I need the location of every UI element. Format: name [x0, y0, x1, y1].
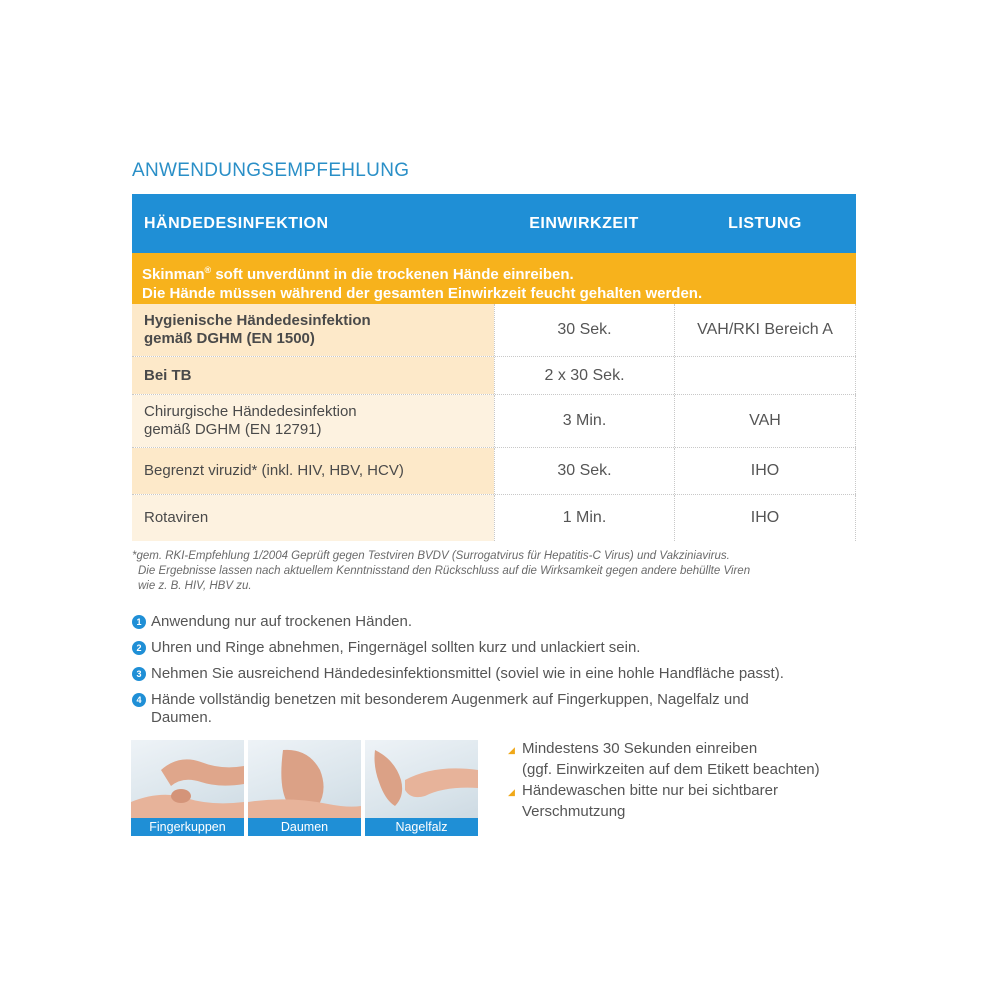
tip-text-line1: Mindestens 30 Sekunden einreiben [522, 740, 758, 757]
table-row [132, 357, 856, 395]
step-number-icon: 3 [132, 667, 146, 681]
step-item [132, 639, 862, 657]
tip-text-line2: (ggf. Einwirkzeiten auf dem Etikett beachten) [522, 761, 820, 778]
photo-thumb [248, 740, 361, 836]
row-label-line2: gemäß DGHM (EN 12791) [144, 421, 322, 438]
registered-mark: ® [204, 265, 212, 275]
step-text: Uhren und Ringe abnehmen, Fingernägel sollten kurz und unlackiert sein. [151, 639, 641, 656]
row-label [132, 448, 494, 494]
row-listing: VAH/RKI Bereich A [674, 304, 856, 356]
row-listing: IHO [674, 448, 856, 494]
photo-caption: Daumen [248, 818, 361, 836]
footnote-line: Die Ergebnisse lassen nach aktuellem Kenntnisstand den Rückschluss auf die Wirksamkeit gegen andere behüllte Viren [138, 565, 751, 577]
list-item [508, 738, 868, 780]
usage-note-line1 [142, 261, 846, 284]
row-time: 30 Sek. [494, 448, 674, 494]
step-number-icon: 1 [132, 615, 146, 629]
row-label [132, 357, 494, 394]
footnote [132, 549, 862, 594]
usage-note-text: soft unverdünnt in die trockenen Hände einreiben. [211, 266, 574, 283]
row-listing [674, 357, 856, 394]
row-label [132, 304, 494, 356]
page-title: ANWENDUNGSEMPFEHLUNG [132, 160, 410, 181]
row-time: 3 Min. [494, 395, 674, 447]
dosage-table [132, 194, 856, 541]
row-label [132, 495, 494, 541]
row-time: 30 Sek. [494, 304, 674, 356]
header-exposure-time: EINWIRKZEIT [529, 214, 639, 232]
row-label-line1: Bei TB [144, 366, 192, 384]
triangle-bullet-icon: ◢ [508, 745, 515, 755]
usage-note-line2: Die Hände müssen während der gesamten Einwirkzeit feucht gehalten werden. [142, 285, 703, 302]
photo-caption: Fingerkuppen [131, 818, 244, 836]
tip-text-line2: Verschmutzung [522, 803, 626, 820]
row-time: 1 Min. [494, 495, 674, 541]
triangle-bullet-icon: ◢ [508, 787, 515, 797]
row-label-line2: gemäß DGHM (EN 1500) [144, 330, 315, 347]
tip-text-line1: Händewaschen bitte nur bei sichtbarer [522, 782, 778, 799]
table-header [132, 194, 856, 253]
tip-text [522, 780, 778, 822]
step-item [132, 691, 862, 727]
step-text: Nehmen Sie ausreichend Händedesinfektionsmittel (soviel wie in eine hohle Handfläche passt). [151, 665, 784, 682]
row-label-line1: Hygienische Händedesinfektion [144, 312, 371, 329]
tips-list [508, 738, 868, 822]
step-item [132, 613, 862, 631]
tip-text [522, 738, 820, 780]
header-listing: LISTUNG [728, 214, 802, 232]
list-item [508, 780, 868, 822]
brand-name: Skinman [142, 266, 205, 283]
step-number-icon: 2 [132, 641, 146, 655]
footnote-line: wie z. B. HIV, HBV zu. [138, 580, 252, 592]
step-text [151, 691, 749, 727]
row-listing: IHO [674, 495, 856, 541]
step-number-icon: 4 [132, 693, 146, 707]
header-disinfection: HÄNDEDESINFEKTION [144, 214, 329, 232]
row-label-line1: Begrenzt viruzid* (inkl. HIV, HBV, HCV) [144, 462, 404, 479]
photo-fingertips [131, 740, 244, 836]
step-text-line2: Daumen. [151, 709, 212, 726]
step-text-line1: Hände vollständig benetzen mit besonderem Augenmerk auf Fingerkuppen, Nagelfalz und [151, 691, 749, 708]
footnote-line: *gem. RKI-Empfehlung 1/2004 Geprüft gegen Testviren BVDV (Surrogatvirus für Hepatitis-C Virus) und Vakziniavirus. [132, 550, 730, 562]
row-listing: VAH [674, 395, 856, 447]
table-row [132, 395, 856, 448]
row-time: 2 x 30 Sek. [494, 357, 674, 394]
row-label-line1: Chirurgische Händedesinfektion [144, 403, 357, 420]
table-row [132, 495, 856, 541]
table-row [132, 448, 856, 495]
technique-photos [131, 740, 478, 836]
usage-note [132, 253, 856, 304]
table-row [132, 304, 856, 357]
photo-caption: Nagelfalz [365, 818, 478, 836]
instruction-steps [132, 613, 862, 735]
photo-nailfold [365, 740, 478, 836]
row-label-line1: Rotaviren [144, 509, 209, 526]
step-text: Anwendung nur auf trockenen Händen. [151, 613, 413, 630]
row-label [132, 395, 494, 447]
step-item [132, 665, 862, 683]
